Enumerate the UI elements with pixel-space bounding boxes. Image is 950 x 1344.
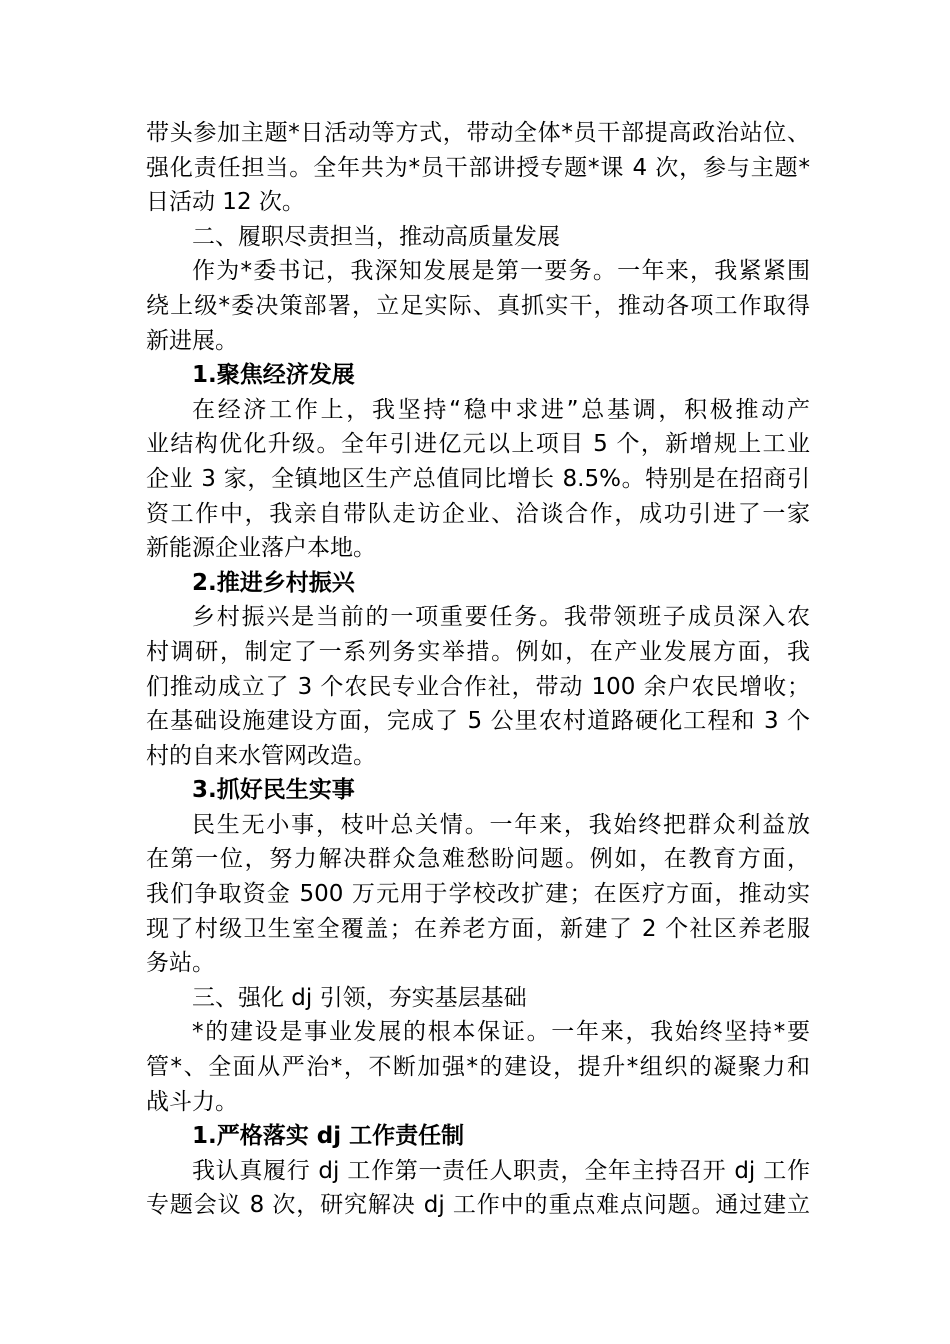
section-subheading: 1.聚焦经济发展 xyxy=(192,362,355,389)
section-subheading: 2.推进乡村振兴 xyxy=(192,569,355,596)
paragraph-line: 日活动 12 次。 xyxy=(146,189,305,216)
paragraph-line: 村调研，制定了一系列务实举措。例如，在产业发展方面，我 xyxy=(146,638,810,665)
section-subheading: 3.抓好民生实事 xyxy=(192,777,355,804)
paragraph-line: 强化责任担当。全年共为*员干部讲授专题*课 4 次，参与主题* xyxy=(146,154,810,181)
paragraph-line: 在基础设施建设方面，完成了 5 公里农村道路硬化工程和 3 个 xyxy=(146,708,810,735)
section-heading-or-paragraph-line: 二、履职尽责担当，推动高质量发展 xyxy=(192,223,560,250)
paragraph-line: 新进展。 xyxy=(146,327,238,354)
section-subheading: 1.严格落实 dj 工作责任制 xyxy=(192,1123,465,1150)
paragraph-line: 业结构优化升级。全年引进亿元以上项目 5 个，新增规上工业 xyxy=(146,431,810,458)
paragraph-line: 作为*委书记，我深知发展是第一要务。一年来，我紧紧围 xyxy=(192,258,810,285)
paragraph-line: 管*、全面从严治*，不断加强*的建设，提升*组织的凝聚力和 xyxy=(146,1054,810,1081)
paragraph-line: 现了村级卫生室全覆盖；在养老方面，新建了 2 个社区养老服 xyxy=(146,915,810,942)
paragraph-line: 我认真履行 dj 工作第一责任人职责，全年主持召开 dj 工作 xyxy=(192,1157,810,1184)
paragraph-line: 们推动成立了 3 个农民专业合作社，带动 100 余户农民增收； xyxy=(146,673,810,700)
paragraph-line: 在第一位，努力解决群众急难愁盼问题。例如，在教育方面， xyxy=(146,846,810,873)
paragraph-line: 专题会议 8 次，研究解决 dj 工作中的重点难点问题。通过建立 xyxy=(146,1192,810,1219)
document-body xyxy=(146,116,810,1223)
paragraph-line: 在经济工作上，我坚持“稳中求进”总基调，积极推动产 xyxy=(192,396,810,423)
paragraph-line: 村的自来水管网改造。 xyxy=(146,742,376,769)
section-heading-or-paragraph-line: 三、强化 dj 引领，夯实基层基础 xyxy=(192,984,527,1011)
paragraph-line: 资工作中，我亲自带队走访企业、洽谈合作，成功引进了一家 xyxy=(146,500,810,527)
paragraph-line: 我们争取资金 500 万元用于学校改扩建；在医疗方面，推动实 xyxy=(146,881,810,908)
paragraph-line: 绕上级*委决策部署，立足实际、真抓实干，推动各项工作取得 xyxy=(146,292,810,319)
paragraph-line: 民生无小事，枝叶总关情。一年来，我始终把群众利益放 xyxy=(192,811,810,838)
paragraph-line: 务站。 xyxy=(146,950,215,977)
paragraph-line: *的建设是事业发展的根本保证。一年来，我始终坚持*要 xyxy=(192,1019,810,1046)
paragraph-line: 乡村振兴是当前的一项重要任务。我带领班子成员深入农 xyxy=(192,604,810,631)
paragraph-line: 带头参加主题*日活动等方式，带动全体*员干部提高政治站位、 xyxy=(146,120,810,146)
paragraph-line: 战斗力。 xyxy=(146,1088,238,1115)
paragraph-line: 企业 3 家，全镇地区生产总值同比增长 8.5%。特别是在招商引 xyxy=(146,465,810,492)
paragraph-line: 新能源企业落户本地。 xyxy=(146,535,376,562)
